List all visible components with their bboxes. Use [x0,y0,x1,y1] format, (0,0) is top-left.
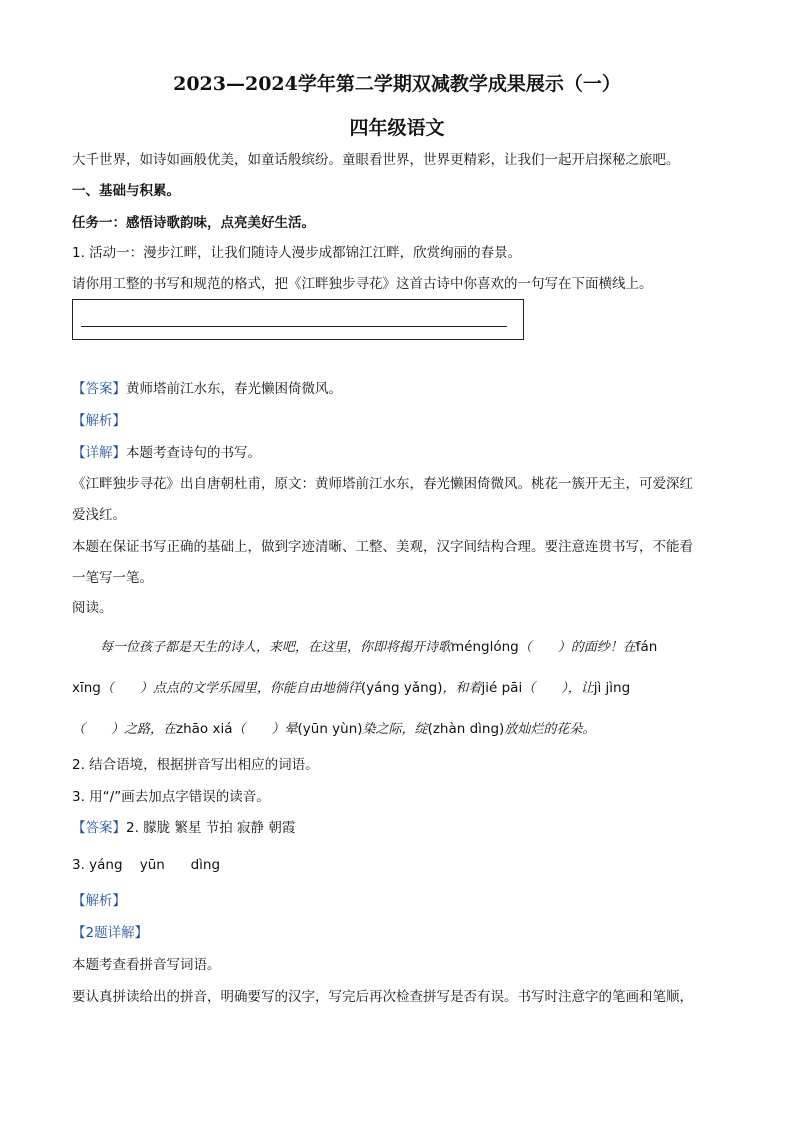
answer-1 [72,379,342,399]
detail-text: 要认真拼读给出的拼音，明确要写的汉字，写完后再次检查拼写是否有误。书写时注意字的笔画和笔顺， [72,989,693,1005]
detail-text: 本题考查诗句的书写。 [126,445,261,461]
passage-text: 染之际，绽 [362,722,428,737]
passage-text: （ ）点点的文学乐园里，你能自由地徜徉 [100,681,361,696]
answer-3: 3. yáng yūn dìng [72,857,221,873]
passage-text: （ ）的面纱！在 [518,640,636,655]
passage-line [72,677,630,696]
passage-line [72,718,595,737]
detail-tag: 【详解】 [72,445,126,461]
document-subtitle: 四年级语文 [349,117,445,139]
explain-line: 《江畔独步寻花》出自唐朝杜甫，原文：黄师塔前江水东，春光懒困倚微风。桃花一簇开无主，可爱深红 [72,476,693,492]
passage-text: ，和着 [442,681,482,696]
pinyin: (yáng yǎng) [360,680,443,696]
writing-box [72,299,524,340]
answer-text: 2. 朦胧 繁星 节拍 寂静 朝霞 [126,820,296,836]
pinyin: (zhàn dìng) [427,721,505,737]
pinyin: xīng [72,680,101,696]
answer-tag: 【答案】 [72,820,126,836]
intro-text: 大千世界，如诗如画般优美，如童话般缤纷。童眼看世界，世界更精彩，让我们一起开启探秘之旅吧。 [72,152,680,168]
detail-text: 本题考查看拼音写词语。 [72,957,221,973]
answer-tag: 【答案】 [72,381,126,397]
passage-text: 放灿烂的花朵。 [504,722,596,737]
section-heading: 一、基础与积累。 [72,183,180,199]
pinyin: ménglóng [451,639,519,655]
analysis-tag: 【解析】 [72,413,126,429]
answer-text: 黄师塔前江水东，春光懒困倚微风。 [126,381,342,397]
passage-text: （ ），让 [522,681,594,696]
passage-line [100,636,657,655]
reading-heading: 阅读。 [72,600,113,616]
answer-2 [72,818,295,838]
question-1: 1. 活动一：漫步江畔，让我们随诗人漫步成都锦江江畔，欣赏绚丽的春景。 [72,245,522,261]
pinyin: jì jìng [593,680,631,696]
pinyin: fán [635,639,658,655]
explain-line: 本题在保证书写正确的基础上，做到字迹清晰、工整、美观，汉字间结构合理。要注意连贯书写，不能看 [72,539,693,555]
analysis-tag: 【解析】 [72,893,126,909]
passage-text: （ ）之路，在 [72,722,177,737]
explain-line: 爱浅红。 [72,507,126,523]
writing-line [81,326,507,327]
detail-tag: 【2题详解】 [72,925,149,941]
task-heading: 任务一：感悟诗歌韵味，点亮美好生活。 [72,215,315,231]
question-1-instruction: 请你用工整的书写和规范的格式，把《江畔独步寻花》这首古诗中你喜欢的一句写在下面横线上。 [72,276,653,292]
question-2: 2. 结合语境，根据拼音写出相应的词语。 [72,757,319,773]
pinyin: jié pāi [481,680,523,696]
detail-1 [72,443,261,463]
question-3: 3. 用“/”画去加点字错误的读音。 [72,789,270,805]
pinyin: (yūn yùn) [297,721,363,737]
explain-line: 一笔写一笔。 [72,570,153,586]
passage-text: 每一位孩子都是天生的诗人，来吧，在这里，你即将揭开诗歌 [100,640,452,655]
pinyin: zhāo xiá [176,721,233,737]
document-title: 2023—2024学年第二学期双减教学成果展示（一） [173,73,621,95]
passage-text: （ ）晕 [232,722,298,737]
